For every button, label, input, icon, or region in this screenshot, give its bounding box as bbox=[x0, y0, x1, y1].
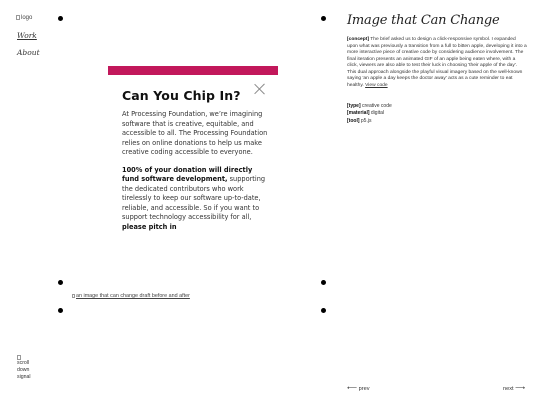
broken-image-icon bbox=[72, 294, 75, 298]
modal-paragraph-1: At Processing Foundation, we’re imagining software that is creative, equitable, and accessible to all. The Processing Foundation relies on online donations to help us make creative coding accessible to everyone. bbox=[122, 110, 268, 156]
nav-about-link[interactable]: About bbox=[17, 48, 40, 57]
view-code-link[interactable]: View code bbox=[365, 82, 388, 88]
corner-dot bbox=[58, 308, 63, 313]
arrow-left-icon: ⟵ bbox=[347, 385, 358, 392]
modal-accent-bar bbox=[108, 66, 278, 75]
corner-dot bbox=[321, 308, 326, 313]
corner-dot bbox=[321, 16, 326, 21]
type-value: creative code bbox=[360, 103, 392, 109]
modal-bold-text: 100% of your donation will directly fund software development, bbox=[122, 165, 253, 183]
next-label: next bbox=[503, 386, 514, 392]
modal-paragraph-2 bbox=[122, 166, 268, 233]
logo-alt-text: logo bbox=[21, 15, 33, 21]
tool-label: [tool] bbox=[347, 117, 360, 124]
broken-image-icon bbox=[16, 15, 20, 20]
meta-type bbox=[347, 103, 392, 110]
modal-title: Can You Chip In? bbox=[122, 88, 241, 103]
meta-tool bbox=[347, 118, 392, 125]
project-description bbox=[347, 37, 527, 89]
arrow-right-icon: ⟶ bbox=[515, 385, 526, 392]
material-value: digital bbox=[369, 110, 384, 117]
project-title: Image that Can Change bbox=[347, 13, 500, 28]
nav-work-link[interactable]: Work bbox=[17, 31, 37, 40]
donation-modal bbox=[108, 66, 278, 236]
material-label: [material] bbox=[347, 110, 370, 117]
concept-label: [concept] bbox=[347, 37, 370, 42]
tool-value: p5.js bbox=[359, 117, 372, 124]
modal-body bbox=[122, 110, 268, 232]
pitch-in-link[interactable]: please pitch in bbox=[122, 222, 177, 231]
project-meta bbox=[347, 103, 392, 125]
draft-image[interactable] bbox=[72, 293, 190, 299]
corner-dot bbox=[58, 16, 63, 21]
type-label: [type] bbox=[347, 103, 361, 109]
logo[interactable] bbox=[16, 15, 32, 21]
draft-image-alt: an image that can change draft before and after bbox=[76, 293, 190, 299]
prev-link[interactable] bbox=[347, 384, 370, 392]
modal-paragraph-text: supporting the dedicated contributors who work tirelessly to keep our software up-to-date, reliable, and accessible. So if you want to support technology accessibility for all, bbox=[122, 175, 266, 221]
close-icon[interactable] bbox=[254, 83, 266, 95]
prev-label: prev bbox=[358, 386, 370, 392]
scroll-down-signal bbox=[17, 355, 37, 381]
meta-material bbox=[347, 110, 392, 117]
corner-dot bbox=[321, 280, 326, 285]
scroll-alt-text: scroll down signal bbox=[17, 360, 31, 380]
next-link[interactable] bbox=[503, 384, 525, 392]
concept-text: The brief asked us to design a click-responsive symbol. I expanded upon what was previously a transition from a full to bitten apple, developing it into a more interactive piece of creative code by considering audience involvement. The final iteration presents an animated GIF of an apple being eaten where, with a click, viewers are also able to test their luck in choosing 'their apple of the day'. This dual approach alongside the playful visual imagery based on the well-known saying 'an apple a day keeps the doctor away' acts as a cute reminder to eat healthy. bbox=[347, 37, 527, 88]
corner-dot bbox=[58, 280, 63, 285]
